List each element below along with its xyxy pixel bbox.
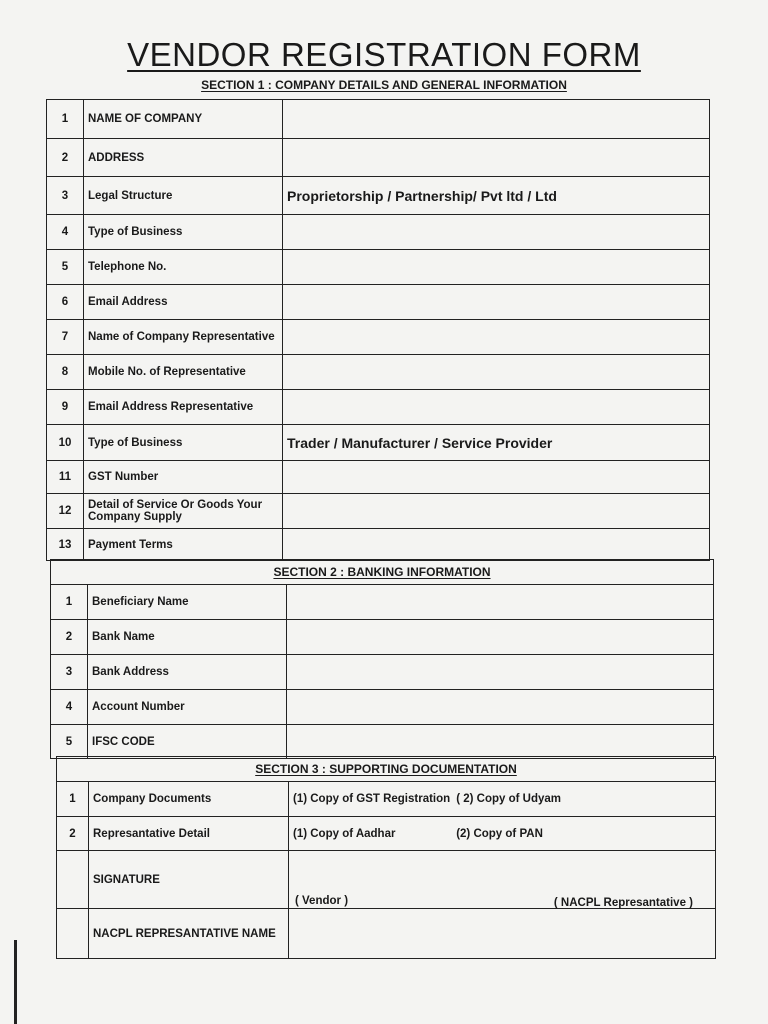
section1-heading: SECTION 1 : COMPANY DETAILS AND GENERAL INFORMATION	[201, 78, 567, 92]
table-row	[47, 285, 710, 320]
section-heading-row	[57, 757, 716, 782]
row-label: Email Address	[84, 285, 283, 320]
row-number: 1	[47, 100, 84, 139]
table-row	[47, 139, 710, 177]
table-row	[51, 620, 714, 655]
nacpl-name-row	[57, 909, 716, 959]
row-number: 1	[51, 585, 88, 620]
table-row	[47, 390, 710, 425]
table-row	[47, 529, 710, 561]
row-number: 13	[47, 529, 84, 561]
row-label: GST Number	[84, 461, 283, 494]
nacpl-signature-caption: ( NACPL Represantative )	[553, 896, 693, 909]
row-label: Bank Address	[88, 655, 287, 690]
telephone-field[interactable]	[283, 250, 710, 285]
representative-name-field[interactable]	[283, 320, 710, 355]
row-number: 10	[47, 425, 84, 461]
section3-heading: SECTION 3 : SUPPORTING DOCUMENTATION	[255, 762, 517, 776]
table-row	[47, 177, 710, 215]
representative-email-field[interactable]	[283, 390, 710, 425]
company-documents-cell	[289, 782, 716, 817]
signature-field[interactable]	[289, 851, 716, 909]
row-label: Email Address Representative	[84, 390, 283, 425]
nacpl-name-label: NACPL REPRESANTATIVE NAME	[89, 909, 289, 959]
business-type-options[interactable]: Trader / Manufacturer / Service Provider	[283, 425, 710, 461]
row-label: Account Number	[88, 690, 287, 725]
goods-services-field[interactable]	[283, 494, 710, 529]
aadhar-copy-item: (1) Copy of Aadhar	[293, 827, 396, 840]
row-label: Company Documents	[89, 782, 289, 817]
row-label: Type of Business	[84, 215, 283, 250]
row-number: 3	[47, 177, 84, 215]
section2-table	[50, 559, 714, 759]
signature-row	[57, 851, 716, 909]
row-label: Detail of Service Or Goods Your Company Supply	[84, 494, 283, 529]
form-title: VENDOR REGISTRATION FORM	[127, 36, 641, 73]
row-number: 2	[47, 139, 84, 177]
table-row	[47, 215, 710, 250]
gst-number-field[interactable]	[283, 461, 710, 494]
legal-structure-options[interactable]: Proprietorship / Partnership/ Pvt ltd / Ltd	[283, 177, 710, 215]
section1-table	[46, 99, 710, 561]
row-label: Bank Name	[88, 620, 287, 655]
gst-copy-item: (1) Copy of GST Registration	[293, 793, 451, 805]
pan-copy-item: (2) Copy of PAN	[456, 827, 543, 840]
representative-mobile-field[interactable]	[283, 355, 710, 390]
row-label: Telephone No.	[84, 250, 283, 285]
company-name-field[interactable]	[283, 100, 710, 139]
row-number: 8	[47, 355, 84, 390]
udyam-copy-item: ( 2) Copy of Udyam	[456, 793, 561, 805]
vendor-signature-caption: ( Vendor )	[295, 894, 349, 907]
email-field[interactable]	[283, 285, 710, 320]
payment-terms-field[interactable]	[283, 529, 710, 561]
row-number: 4	[47, 215, 84, 250]
type-of-business-field[interactable]	[283, 215, 710, 250]
row-number: 5	[51, 725, 88, 759]
row-label: Payment Terms	[84, 529, 283, 561]
row-number: 2	[51, 620, 88, 655]
row-label: Legal Structure	[84, 177, 283, 215]
nacpl-name-field[interactable]	[289, 909, 716, 959]
beneficiary-name-field[interactable]	[287, 585, 714, 620]
bank-name-field[interactable]	[287, 620, 714, 655]
table-row	[47, 494, 710, 529]
bank-address-field[interactable]	[287, 655, 714, 690]
table-row	[47, 100, 710, 139]
section2-heading: SECTION 2 : BANKING INFORMATION	[273, 565, 491, 579]
table-row	[47, 250, 710, 285]
row-number: 4	[51, 690, 88, 725]
row-number: 1	[57, 782, 89, 817]
section3-table	[56, 756, 716, 959]
row-number: 9	[47, 390, 84, 425]
row-label: Beneficiary Name	[88, 585, 287, 620]
row-number: 12	[47, 494, 84, 529]
signature-label: SIGNATURE	[89, 851, 289, 909]
table-row	[51, 690, 714, 725]
table-row	[57, 782, 716, 817]
page-edge-shadow	[14, 940, 17, 1024]
row-label: Name of Company Representative	[84, 320, 283, 355]
row-number: 5	[47, 250, 84, 285]
table-row	[47, 461, 710, 494]
representative-documents-cell	[289, 817, 716, 851]
row-label: Type of Business	[84, 425, 283, 461]
table-row	[47, 355, 710, 390]
row-label: Mobile No. of Representative	[84, 355, 283, 390]
table-row	[51, 585, 714, 620]
row-label: ADDRESS	[84, 139, 283, 177]
row-number: 11	[47, 461, 84, 494]
row-number: 7	[47, 320, 84, 355]
table-row	[51, 655, 714, 690]
section-heading-row	[51, 560, 714, 585]
row-number: 2	[57, 817, 89, 851]
row-label: Represantative Detail	[89, 817, 289, 851]
table-row	[47, 320, 710, 355]
row-number: 6	[47, 285, 84, 320]
table-row	[47, 425, 710, 461]
table-row	[51, 725, 714, 759]
ifsc-code-field[interactable]	[287, 725, 714, 759]
row-label: NAME OF COMPANY	[84, 100, 283, 139]
row-number: 3	[51, 655, 88, 690]
address-field[interactable]	[283, 139, 710, 177]
row-label: IFSC CODE	[88, 725, 287, 759]
account-number-field[interactable]	[287, 690, 714, 725]
table-row	[57, 817, 716, 851]
